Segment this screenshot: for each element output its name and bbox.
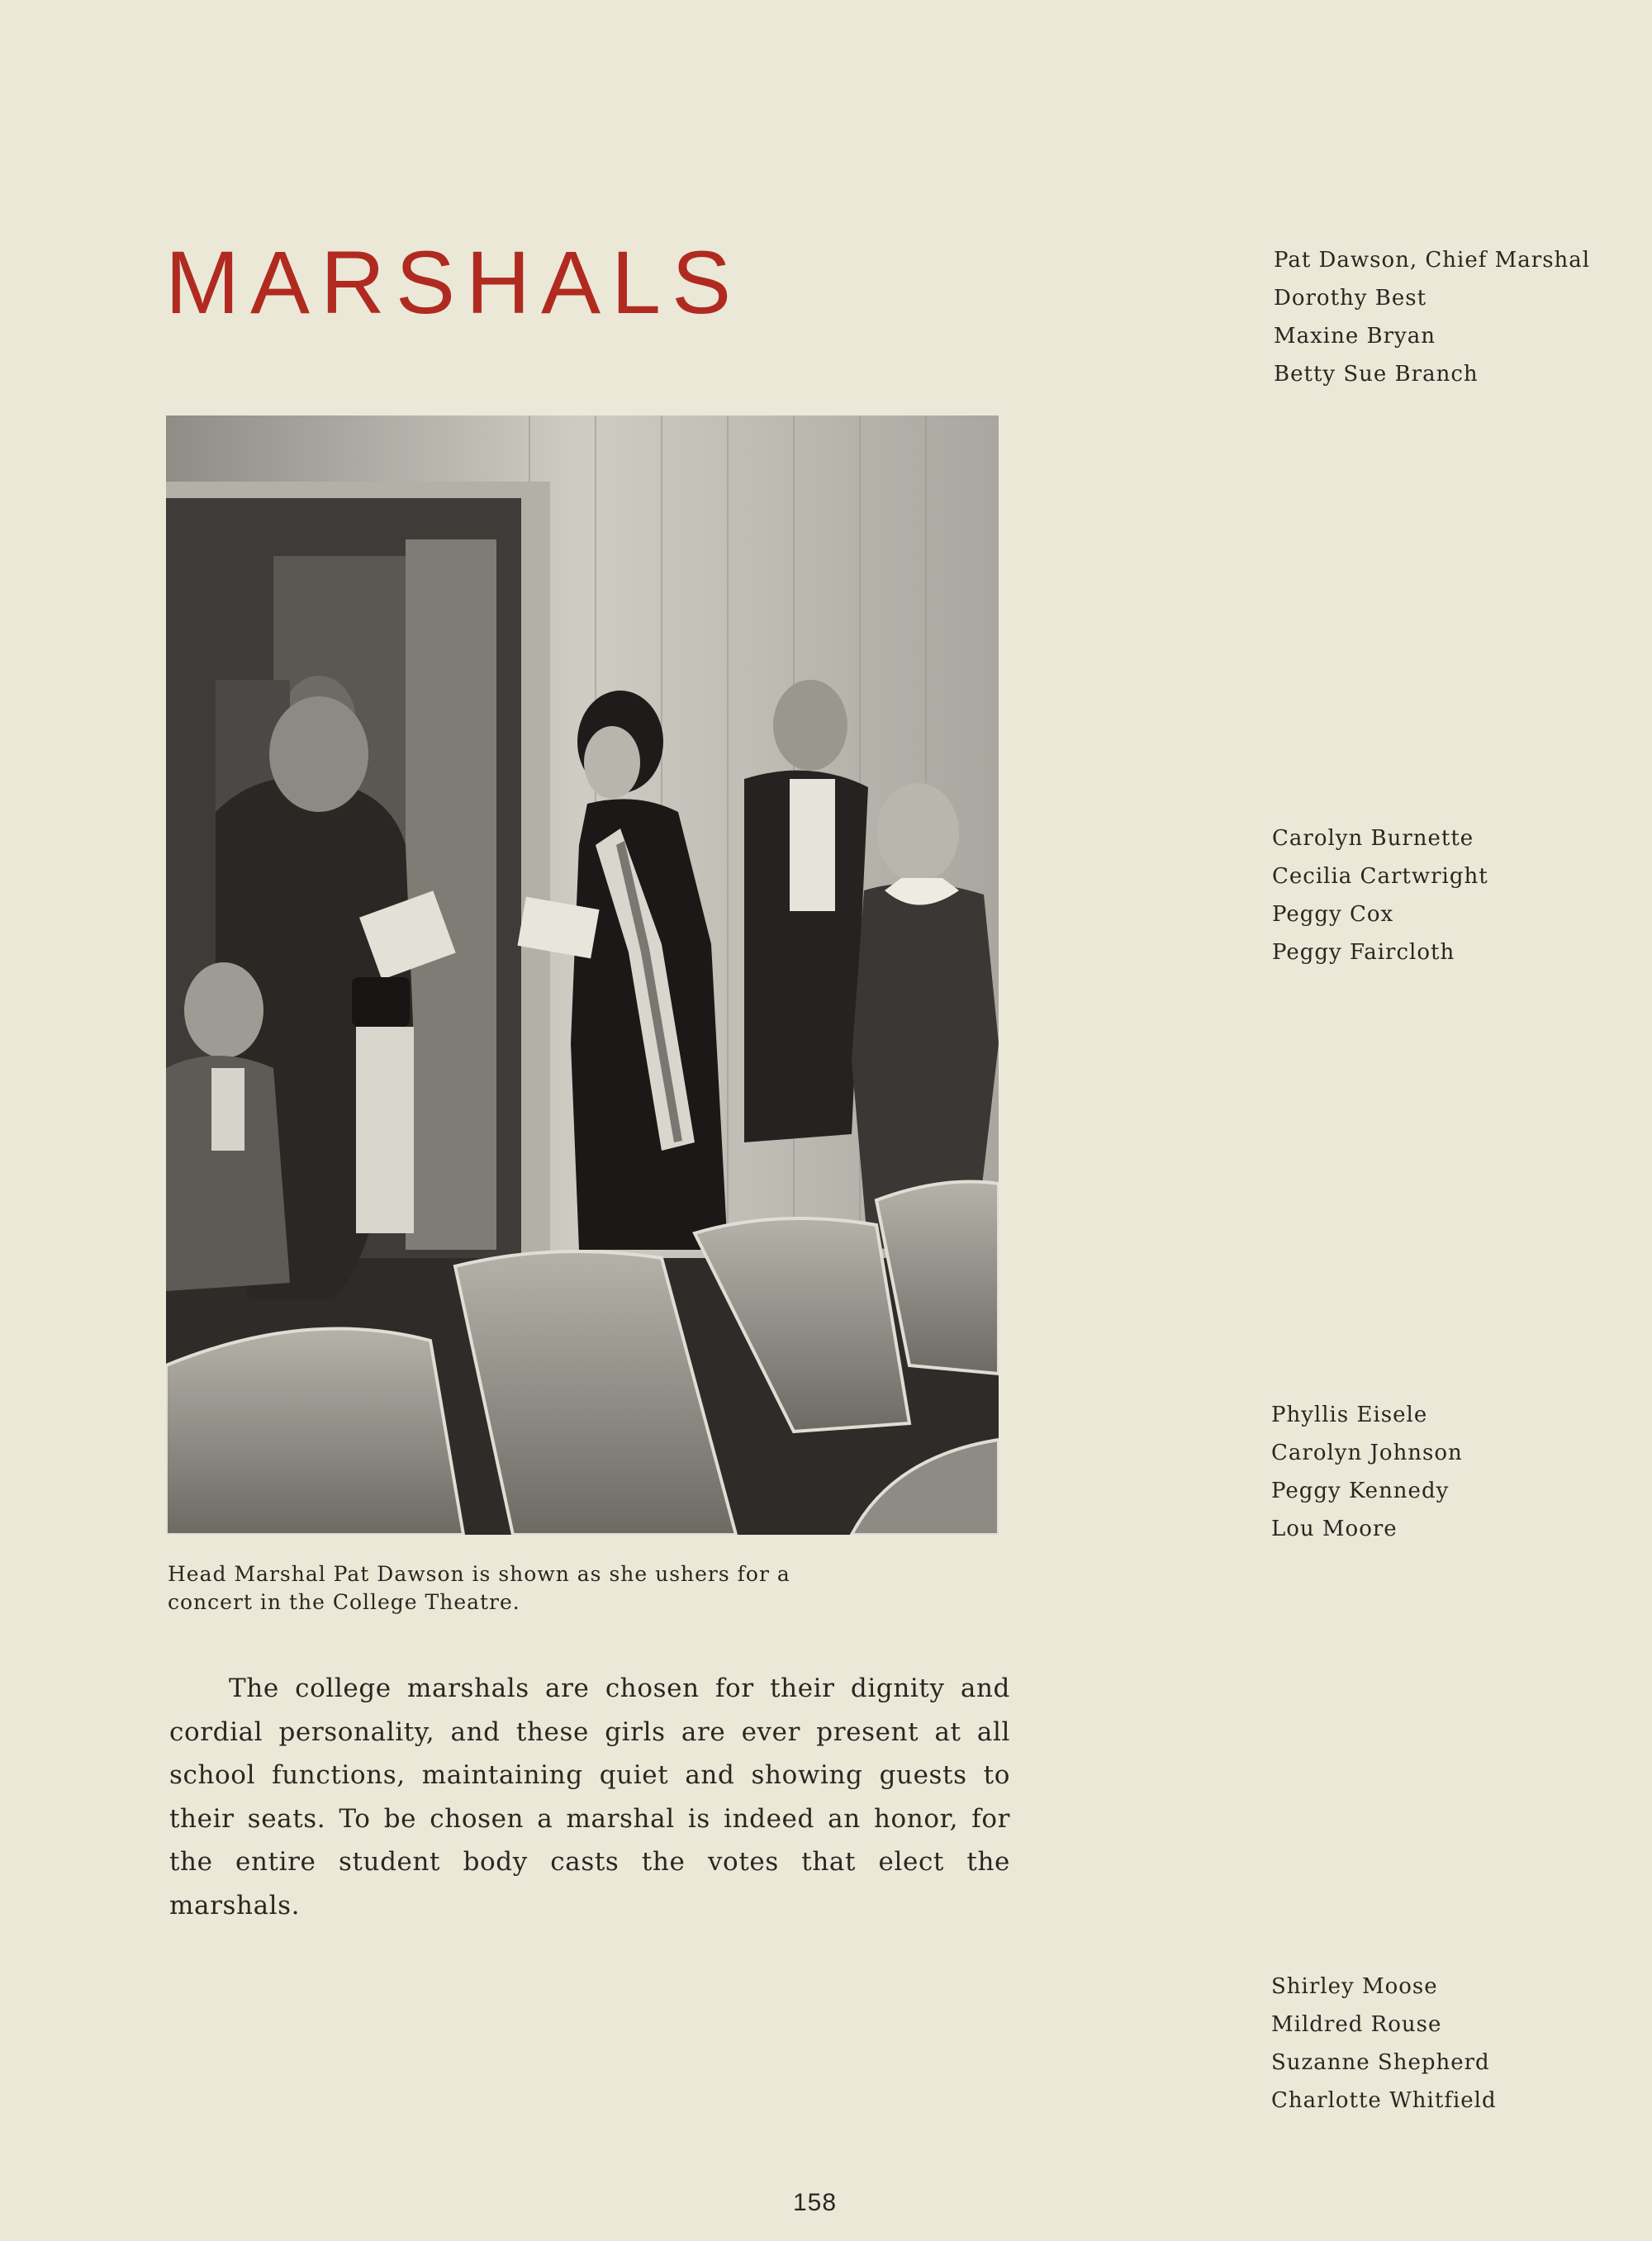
marshal-name: Charlotte Whitfield bbox=[1271, 2088, 1497, 2113]
marshal-list-1 bbox=[1274, 241, 1590, 393]
marshal-name: Carolyn Burnette bbox=[1272, 826, 1474, 851]
photo-caption: Head Marshal Pat Dawson is shown as she ushers for a concert in the College Theatre. bbox=[168, 1562, 790, 1614]
marshal-name: Cecilia Cartwright bbox=[1272, 864, 1488, 889]
marshal-list-4 bbox=[1271, 1968, 1497, 2120]
marshal-name: Pat Dawson, Chief Marshal bbox=[1274, 248, 1591, 273]
marshal-name: Lou Moore bbox=[1271, 1517, 1398, 1541]
marshal-name: Maxine Bryan bbox=[1274, 324, 1436, 349]
marshal-name: Peggy Cox bbox=[1272, 902, 1394, 927]
marshal-name: Mildred Rouse bbox=[1271, 2012, 1442, 2037]
page-title: MARSHALS bbox=[165, 232, 743, 332]
page-number: 158 bbox=[793, 2189, 838, 2216]
marshal-list-3 bbox=[1271, 1396, 1463, 1548]
marshal-name: Phyllis Eisele bbox=[1271, 1403, 1428, 1427]
marshal-name: Carolyn Johnson bbox=[1271, 1441, 1463, 1465]
body-paragraph: The college marshals are chosen for their dignity and cordial personality, and these girls are ever present at all school functions, maintaining quiet and showing guests to their seats. To be chosen a marshal is indeed an honor, for the entire student body casts the votes that elect the marshals. bbox=[169, 1674, 1010, 1921]
marshal-list-2 bbox=[1272, 819, 1488, 971]
marshal-name: Betty Sue Branch bbox=[1274, 362, 1479, 387]
marshal-name: Shirley Moose bbox=[1271, 1974, 1438, 1999]
marshal-name: Dorothy Best bbox=[1274, 286, 1427, 311]
marshal-name: Peggy Faircloth bbox=[1272, 940, 1455, 965]
marshal-name: Peggy Kennedy bbox=[1271, 1479, 1450, 1503]
photo-marshal-ushering bbox=[166, 415, 999, 1535]
marshal-name: Suzanne Shepherd bbox=[1271, 2050, 1490, 2075]
